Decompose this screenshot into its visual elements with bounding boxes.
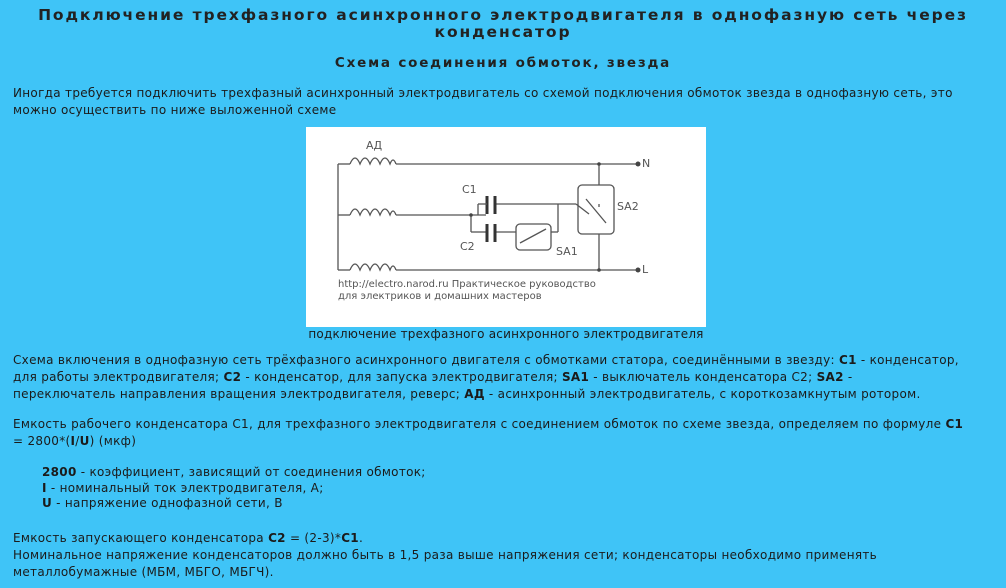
capacity-text: Емкость рабочего конденсатора С1, для трехфазного электродвигателя с соединением обмоток по схеме звезда, определяем по формуле [13, 417, 946, 431]
term-c1: C1 [945, 417, 964, 431]
diagram-caption: подключение трехфазного асинхронного электродвигателя [308, 327, 704, 341]
definition-item [42, 481, 426, 497]
scheme-text: - асинхронный электродвигатель, с короткозамкнутым ротором. [484, 387, 921, 401]
definition-term: U [42, 496, 53, 510]
definition-text: - коэффициент, зависящий от соединения обмоток; [76, 465, 426, 479]
terminal-dots [469, 162, 640, 273]
term-ad: АД [464, 387, 485, 401]
definition-term: I [42, 480, 47, 495]
scheme-text: - конденсатор, [856, 353, 959, 367]
definition-item [42, 465, 426, 481]
term-c2: C2 [223, 370, 242, 384]
note-line-2: металлобумажные (МБМ, МБГО, МБГЧ). [13, 565, 274, 579]
scheme-text: Схема включения в однофазную сеть трёхфазного асинхронного двигателя с обмотками статора, соединёнными в звезду: [13, 353, 839, 367]
scheme-text: - выключатель конденсатора С2; [589, 370, 817, 384]
label-sa2: SA2 [617, 200, 639, 213]
term-sa1: SA1 [561, 370, 590, 384]
watermark-line-1: http://electro.narod.ru Практическое руководство [338, 279, 596, 290]
start-capacitor-paragraph [13, 530, 998, 547]
formula-text: / [75, 434, 80, 448]
term-sa2: SA2 [816, 370, 844, 384]
scheme-text: - [843, 370, 853, 384]
definition-text: - номинальный ток электродвигателя, А; [46, 480, 324, 495]
label-c1: C1 [462, 183, 477, 196]
label-sa1: SA1 [556, 245, 578, 258]
capacitor-symbols [487, 196, 495, 242]
term-c1: C1 [341, 531, 359, 545]
intro-paragraph [13, 85, 998, 119]
wiring-diagram [306, 127, 706, 327]
start-text: . [358, 531, 364, 545]
diagram-wires [338, 164, 636, 270]
label-n: N [642, 157, 651, 170]
term-c1: C1 [838, 353, 857, 367]
sa1-switch-symbol [516, 224, 551, 250]
note-line-1: Номинальное напряжение конденсаторов должно быть в 1,5 раза выше напряжения сети; конденсаторы необходимо применять [13, 548, 878, 562]
formula-definitions [42, 465, 426, 512]
definition-item [42, 496, 426, 512]
section-subtitle: Схема соединения обмоток, звезда [334, 55, 672, 71]
scheme-text: переключатель направления вращения электродвигателя, реверс; [13, 387, 465, 401]
formula-current: I [70, 434, 76, 448]
start-text: Емкость запускающего конденсатора [13, 531, 269, 545]
start-text: = (2-3)* [285, 531, 342, 545]
formula-text: = 2800*( [13, 434, 71, 448]
formula-text: ) (мкф) [89, 434, 137, 448]
intro-line-2: можно осуществить по ниже выложенной схеме [13, 103, 337, 117]
formula-voltage: U [79, 434, 90, 448]
definition-term: 2800 [42, 465, 77, 479]
label-l: L [642, 263, 649, 276]
scheme-text: для работы электродвигателя; [13, 370, 224, 384]
voltage-note-paragraph [13, 547, 998, 581]
term-c2: C2 [268, 531, 286, 545]
capacity-paragraph [13, 416, 998, 450]
definition-text: - напряжение однофазной сети, В [52, 496, 283, 510]
intro-line-1: Иногда требуется подключить трехфазный асинхронный электродвигатель со схемой подключения обмоток звезда в однофазную сеть, это [13, 86, 953, 100]
label-c2: C2 [460, 240, 475, 253]
scheme-text: - конденсатор, для запуска электродвигателя; [241, 370, 562, 384]
winding-coils [350, 158, 396, 270]
scheme-paragraph [13, 352, 998, 403]
wiring-diagram-svg [306, 127, 706, 327]
watermark-line-2: для электриков и домашних мастеров [338, 291, 542, 302]
page-title: Подключение трехфазного асинхронного электродвигателя в однофазную сеть через конденсатор [38, 6, 968, 41]
label-ad: АД [366, 139, 383, 152]
